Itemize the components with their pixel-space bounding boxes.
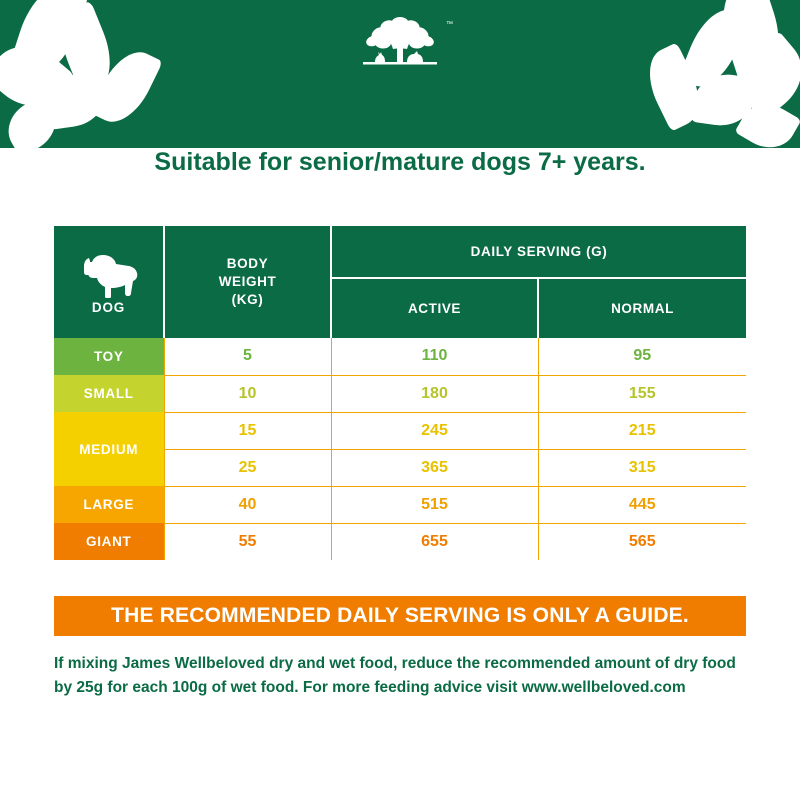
header-active: ACTIVE bbox=[331, 278, 538, 338]
row-active-large: 515 bbox=[331, 486, 538, 523]
page-subtitle: Suitable for senior/mature dogs 7+ years. bbox=[154, 148, 646, 176]
header-body-weight-line3: (KG) bbox=[231, 292, 264, 308]
row-weight-medium-2: 25 bbox=[164, 449, 331, 486]
header-daily-serving: DAILY SERVING (G) bbox=[331, 226, 746, 278]
feeding-table bbox=[54, 226, 746, 560]
row-category-toy: TOY bbox=[54, 338, 164, 375]
table-row bbox=[54, 523, 746, 560]
row-weight-giant: 55 bbox=[164, 523, 331, 560]
row-category-small: SMALL bbox=[54, 375, 164, 412]
row-active-medium-2: 365 bbox=[331, 449, 538, 486]
header-body-weight-line2: WEIGHT bbox=[218, 273, 277, 289]
row-normal-toy: 95 bbox=[538, 338, 746, 375]
header-body-weight bbox=[164, 226, 331, 338]
footnote-text: If mixing James Wellbeloved dry and wet food, reduce the recommended amount of dry food by 25g for each 100g of wet food. For more feeding advice visit www.wellbeloved.com bbox=[54, 655, 736, 697]
header-normal: NORMAL bbox=[538, 278, 746, 338]
row-weight-large: 40 bbox=[164, 486, 331, 523]
table-row bbox=[54, 338, 746, 375]
header-dog-label: DOG bbox=[91, 299, 126, 315]
table-row bbox=[54, 412, 746, 449]
row-active-giant: 655 bbox=[331, 523, 538, 560]
page-title: FEEDING GUIDELINES bbox=[151, 77, 649, 128]
row-category-giant: GIANT bbox=[54, 523, 164, 560]
tree-logo-icon bbox=[345, 10, 455, 76]
row-normal-medium-2: 315 bbox=[538, 449, 746, 486]
row-normal-large: 445 bbox=[538, 486, 746, 523]
table-row bbox=[54, 486, 746, 523]
row-weight-medium-1: 15 bbox=[164, 412, 331, 449]
row-category-medium: MEDIUM bbox=[54, 412, 164, 486]
trademark-symbol: ™ bbox=[446, 21, 453, 28]
header-dog bbox=[54, 226, 164, 338]
row-active-small: 180 bbox=[331, 375, 538, 412]
row-normal-small: 155 bbox=[538, 375, 746, 412]
dog-icon bbox=[78, 254, 140, 298]
header-body-weight-line1: BODY bbox=[226, 255, 269, 271]
feeding-table-wrapper bbox=[54, 226, 746, 560]
row-category-large: LARGE bbox=[54, 486, 164, 523]
row-normal-medium-1: 215 bbox=[538, 412, 746, 449]
row-normal-giant: 565 bbox=[538, 523, 746, 560]
row-weight-small: 10 bbox=[164, 375, 331, 412]
row-active-toy: 110 bbox=[331, 338, 538, 375]
table-row bbox=[54, 375, 746, 412]
recommended-serving-callout: THE RECOMMENDED DAILY SERVING IS ONLY A GUIDE. bbox=[54, 596, 746, 636]
row-weight-toy: 5 bbox=[164, 338, 331, 375]
row-active-medium-1: 245 bbox=[331, 412, 538, 449]
